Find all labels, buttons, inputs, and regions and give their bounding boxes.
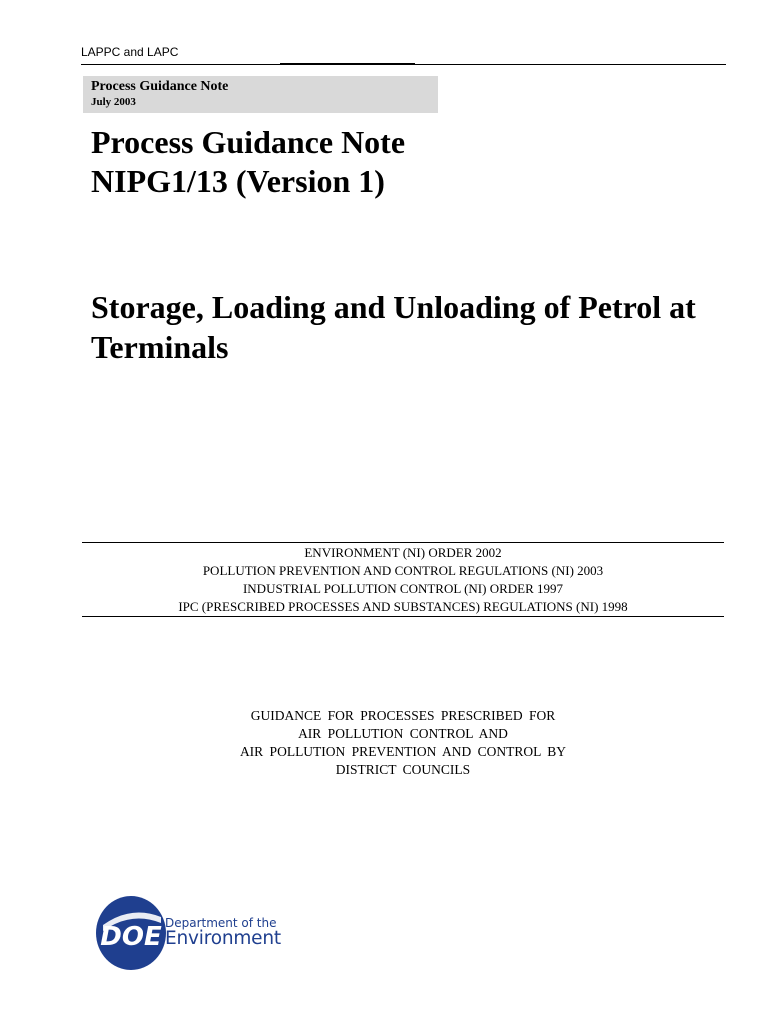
guidance-line: GUIDANCE FOR PROCESSES PRESCRIBED FOR — [250, 708, 556, 723]
regulation-line: ENVIRONMENT (NI) ORDER 2002 — [304, 545, 502, 560]
logo-line-1: Department of the — [165, 916, 277, 930]
title-line-1: Process Guidance Note — [91, 124, 406, 160]
regulation-line: POLLUTION PREVENTION AND CONTROL REGULATIONS (NI) 2003 — [202, 563, 604, 578]
guidance-line: DISTRICT COUNCILS — [335, 762, 471, 777]
doe-emblem-icon — [95, 895, 167, 971]
regulation-line: INDUSTRIAL POLLUTION CONTROL (NI) ORDER 1997 — [242, 581, 564, 596]
document-subtitle — [91, 287, 741, 367]
header-rule-accent — [280, 63, 415, 65]
subtitle-line-1: Storage, Loading and Unloading of Petrol at — [91, 289, 696, 325]
regulations-top-rule — [82, 542, 724, 543]
note-box — [83, 76, 438, 113]
title-line-2: NIPG1/13 (Version 1) — [91, 163, 385, 199]
regulation-line: IPC (PRESCRIBED PROCESSES AND SUBSTANCES) REGULATIONS (NI) 1998 — [178, 599, 628, 614]
note-box-date: July 2003 — [91, 96, 136, 108]
regulations-bottom-rule — [82, 616, 724, 617]
document-title — [91, 123, 731, 201]
logo-mark: DOE — [100, 922, 162, 952]
regulations-block — [82, 544, 724, 616]
doe-logo — [95, 895, 295, 971]
guidance-block — [82, 707, 724, 779]
guidance-line: AIR POLLUTION PREVENTION AND CONTROL BY — [239, 744, 567, 759]
guidance-line: AIR POLLUTION CONTROL AND — [298, 726, 508, 741]
note-box-label: Process Guidance Note — [91, 79, 229, 94]
running-head: LAPPC and LAPC — [81, 45, 179, 59]
subtitle-line-2: Terminals — [91, 329, 229, 365]
logo-line-2: Environment — [165, 928, 281, 949]
